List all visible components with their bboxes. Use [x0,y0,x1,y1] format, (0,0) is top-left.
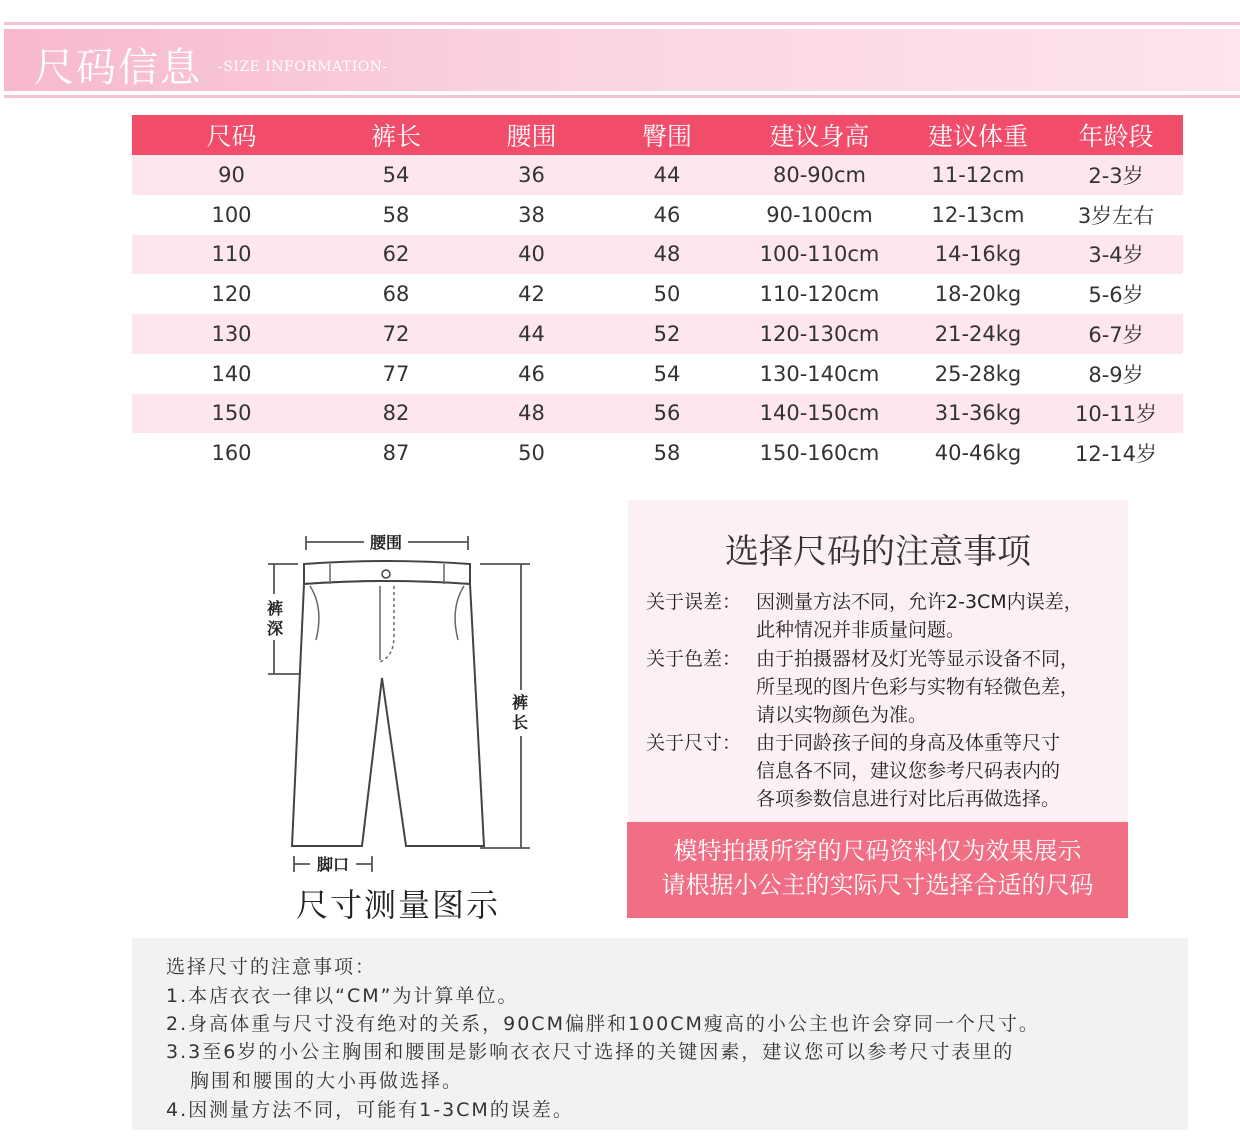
cell-pant-length: 54 [331,155,461,195]
bottom-notes-title: 选择尺寸的注意事项： [166,956,377,978]
cell-height: 90-100cm [732,195,907,235]
table-row [132,235,1183,275]
cell-hip: 50 [602,274,732,314]
length-label-top: 裤 [511,693,529,712]
note-line: 信息各不同，建议您参考尺码表内的 [756,760,1061,782]
cell-age: 8-9岁 [1049,354,1183,394]
table-row [132,433,1183,473]
cell-height: 150-160cm [732,433,907,473]
model-size-notice [627,822,1128,918]
bottom-note-line: 1.本店衣衣一律以“CM”为计算单位。 [166,985,519,1007]
cell-hip: 58 [602,433,732,473]
table-row [132,354,1183,394]
cell-height: 100-110cm [732,235,907,275]
note-label: 关于色差： [646,648,742,670]
cell-weight: 12-13cm [907,195,1049,235]
column-header-hip: 臀围 [602,115,732,155]
note-label: 关于尺寸： [646,732,742,754]
cell-weight: 31-36kg [907,394,1049,434]
column-header-weight: 建议体重 [907,115,1049,155]
cell-age: 6-7岁 [1049,314,1183,354]
cell-hip: 56 [602,394,732,434]
note-label: 关于误差： [646,591,742,613]
cell-weight: 11-12cm [907,155,1049,195]
cell-weight: 21-24kg [907,314,1049,354]
pants-diagram [258,528,558,883]
cell-pant-length: 77 [331,354,461,394]
notes-title: 选择尺码的注意事项 [725,532,1031,572]
cell-age: 3岁左右 [1049,195,1183,235]
note-line: 请以实物颜色为准。 [756,704,928,726]
cell-waist: 46 [461,354,602,394]
cell-hip: 44 [602,155,732,195]
cell-height: 140-150cm [732,394,907,434]
cell-size: 150 [132,394,331,434]
hem-label: 脚口 [316,855,350,874]
notice-line: 请根据小公主的实际尺寸选择合适的尺码 [661,871,1094,899]
bottom-note-line: 胸围和腰围的大小再做选择。 [190,1070,464,1092]
table-row [132,394,1183,434]
note-line: 各项参数信息进行对比后再做选择。 [756,788,1061,810]
column-header-pant-length: 裤长 [331,115,461,155]
cell-height: 110-120cm [732,274,907,314]
note-line: 此种情况并非质量问题。 [756,619,966,641]
bottom-note-line: 3.3至6岁的小公主胸围和腰围是影响衣衣尺寸选择的关键因素，建议您可以参考尺寸表里的 [166,1041,1015,1063]
table-row [132,155,1183,195]
cell-size: 120 [132,274,331,314]
note-line: 所呈现的图片色彩与实物有轻微色差， [756,676,1080,698]
cell-waist: 38 [461,195,602,235]
table-row [132,274,1183,314]
cell-weight: 14-16kg [907,235,1049,275]
cell-weight: 40-46kg [907,433,1049,473]
cell-size: 160 [132,433,331,473]
cell-weight: 18-20kg [907,274,1049,314]
cell-weight: 25-28kg [907,354,1049,394]
note-line: 由于拍摄器材及灯光等显示设备不同， [756,648,1080,670]
rise-label-top: 裤 [266,599,284,618]
notice-line: 模特拍摄所穿的尺码资料仅为效果展示 [673,837,1082,865]
cell-waist: 42 [461,274,602,314]
cell-pant-length: 58 [331,195,461,235]
cell-size: 130 [132,314,331,354]
cell-hip: 48 [602,235,732,275]
cell-pant-length: 68 [331,274,461,314]
column-header-waist: 腰围 [461,115,602,155]
cell-waist: 48 [461,394,602,434]
cell-size: 90 [132,155,331,195]
waist-label: 腰围 [369,533,403,552]
cell-waist: 44 [461,314,602,354]
cell-age: 12-14岁 [1049,433,1183,473]
rise-label-bottom: 深 [266,619,284,638]
cell-pant-length: 87 [331,433,461,473]
diagram-caption: 尺寸测量图示 [296,886,501,924]
cell-size: 100 [132,195,331,235]
cell-waist: 50 [461,433,602,473]
cell-size: 140 [132,354,331,394]
pants-outline [292,561,484,846]
table-row [132,314,1183,354]
cell-age: 2-3岁 [1049,155,1183,195]
cell-size: 110 [132,235,331,275]
table-body [132,155,1183,473]
page-subtitle: -SIZE INFORMATION- [218,59,388,75]
banner-top-line [4,22,1240,25]
column-header-height: 建议身高 [732,115,907,155]
cell-pant-length: 62 [331,235,461,275]
banner-bottom-line [4,95,1240,98]
cell-age: 3-4岁 [1049,235,1183,275]
cell-hip: 54 [602,354,732,394]
cell-height: 120-130cm [732,314,907,354]
size-table [132,115,1183,473]
table-row [132,195,1183,235]
button-icon [382,570,390,578]
cell-waist: 36 [461,155,602,195]
cell-waist: 40 [461,235,602,275]
cell-hip: 46 [602,195,732,235]
cell-height: 80-90cm [732,155,907,195]
cell-age: 5-6岁 [1049,274,1183,314]
column-header-size: 尺码 [132,115,331,155]
cell-height: 130-140cm [732,354,907,394]
note-line: 因测量方法不同，允许2-3CM内误差， [756,591,1083,613]
cell-pant-length: 82 [331,394,461,434]
bottom-note-line: 4.因测量方法不同，可能有1-3CM的误差。 [166,1099,574,1121]
cell-hip: 52 [602,314,732,354]
cell-age: 10-11岁 [1049,394,1183,434]
notes-panel [628,500,1128,822]
note-line: 由于同龄孩子间的身高及体重等尺寸 [756,732,1061,754]
page-title: 尺码信息 [34,45,202,91]
bottom-notes-panel [132,938,1188,1130]
cell-pant-length: 72 [331,314,461,354]
table-header-row [132,115,1183,155]
length-label-bottom: 长 [511,713,529,732]
bottom-note-line: 2.身高体重与尺寸没有绝对的关系，90CM偏胖和100CM瘦高的小公主也许会穿同一个尺寸。 [166,1013,1040,1035]
column-header-age: 年龄段 [1049,115,1183,155]
